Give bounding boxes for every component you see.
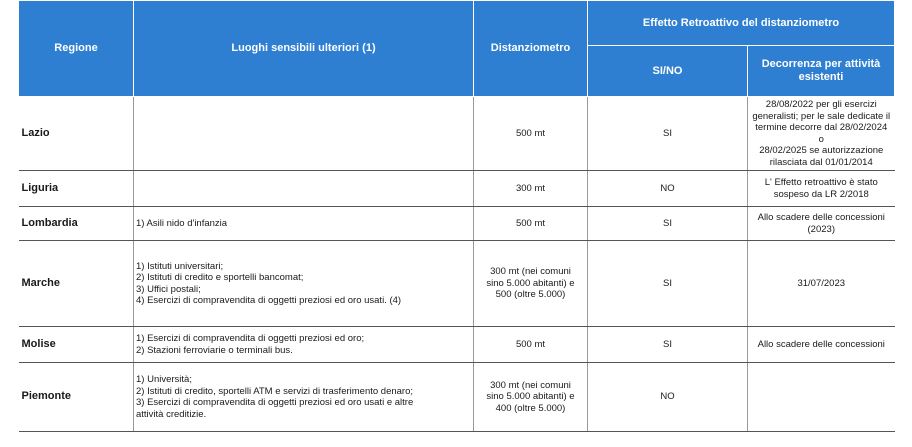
place-item: 2) Istituti di credito e sportelli bancomat; [136, 272, 304, 283]
table-row [19, 363, 895, 432]
distance-cell [474, 241, 588, 327]
table-row [19, 207, 895, 241]
decorrenza-line: generalisti; per le sale dedicate il [752, 110, 891, 122]
decorrenza-line: 31/07/2023 [797, 277, 846, 289]
region-cell: Lazio [19, 97, 134, 171]
table-row [19, 241, 895, 327]
distance-cell: 500 mt [474, 207, 588, 241]
region-cell: Lombardia [19, 207, 134, 241]
distance-cell: 500 mt [474, 97, 588, 171]
decorrenza-line: L' Effetto retroattivo è stato [764, 177, 878, 188]
table-row [19, 171, 895, 207]
place-item: 1) Università; [136, 374, 192, 385]
decorrenza-line: sospeso da LR 2/2018 [773, 188, 869, 200]
distance-line: 400 (oltre 5.000) [495, 402, 566, 414]
place-item: 4) Esercizi di compravendita di oggetti preziosi ed oro usati. (4) [136, 295, 402, 306]
decorrenza-line: (2023) [807, 223, 835, 235]
decorrenza-line: 28/02/2025 se autorizzazione [759, 145, 884, 156]
decorrenza-cell [748, 207, 895, 241]
places-cell [134, 363, 474, 432]
si-no-cell: NO [588, 171, 748, 207]
header-effetto: Effetto Retroattivo del distanziometro [588, 1, 895, 46]
place-item: 2) Istituti di credito, sportelli ATM e servizi di trasferimento denaro; [136, 385, 414, 397]
decorrenza-cell [748, 327, 895, 363]
place-item: 3) Uffici postali; [136, 283, 201, 295]
distance-cell: 500 mt [474, 327, 588, 363]
place-item: 2) Stazioni ferroviarie o terminali bus. [136, 344, 293, 356]
region-cell: Piemonte [19, 363, 134, 432]
regional-table [18, 0, 895, 432]
header-regione: Regione [19, 1, 134, 97]
decorrenza-cell [748, 97, 895, 171]
si-no-cell: SI [588, 207, 748, 241]
decorrenza-cell [748, 241, 895, 327]
distance-cell [474, 363, 588, 432]
distance-line: 300 mt (nei comuni [490, 266, 571, 278]
places-cell [134, 241, 474, 327]
places-cell [134, 207, 474, 241]
table-row [19, 97, 895, 171]
header-si-no: SI/NO [588, 46, 748, 97]
decorrenza-line: 28/08/2022 per gli esercizi [765, 99, 877, 110]
places-cell [134, 97, 474, 171]
si-no-cell: SI [588, 327, 748, 363]
places-cell [134, 171, 474, 207]
distance-line: sino 5.000 abitanti) e [486, 391, 575, 403]
decorrenza-cell [748, 363, 895, 432]
place-item: 1) Esercizi di compravendita di oggetti preziosi ed oro; [136, 333, 365, 344]
place-item: 1) Istituti universitari; [136, 260, 224, 272]
distance-line: sino 5.000 abitanti) e [486, 277, 575, 289]
si-no-cell: SI [588, 97, 748, 171]
place-item: 1) Asili nido d'infanzia [136, 217, 228, 229]
region-cell: Marche [19, 241, 134, 327]
distance-cell: 300 mt [474, 171, 588, 207]
header-distanziometro: Distanziometro [474, 1, 588, 97]
region-cell: Molise [19, 327, 134, 363]
si-no-cell: NO [588, 363, 748, 432]
place-item: 3) Esercizi di compravendita di oggetti preziosi ed oro usati e altre [136, 397, 414, 408]
header-luoghi: Luoghi sensibili ulteriori (1) [134, 1, 474, 97]
places-cell [134, 327, 474, 363]
place-item: attività creditizie. [136, 408, 207, 420]
decorrenza-line: termine decorre dal 28/02/2024 o [755, 122, 888, 145]
table-row [19, 327, 895, 363]
region-cell: Liguria [19, 171, 134, 207]
decorrenza-line: Allo scadere delle concessioni [757, 338, 885, 350]
si-no-cell: SI [588, 241, 748, 327]
decorrenza-cell [748, 171, 895, 207]
distance-line: 500 (oltre 5.000) [495, 289, 566, 301]
distance-line: 300 mt (nei comuni [490, 379, 571, 391]
decorrenza-line: Allo scadere delle concessioni [757, 212, 885, 223]
decorrenza-line: rilasciata dal 01/01/2014 [769, 156, 873, 168]
header-decorrenza: Decorrenza per attività esistenti [748, 46, 895, 97]
